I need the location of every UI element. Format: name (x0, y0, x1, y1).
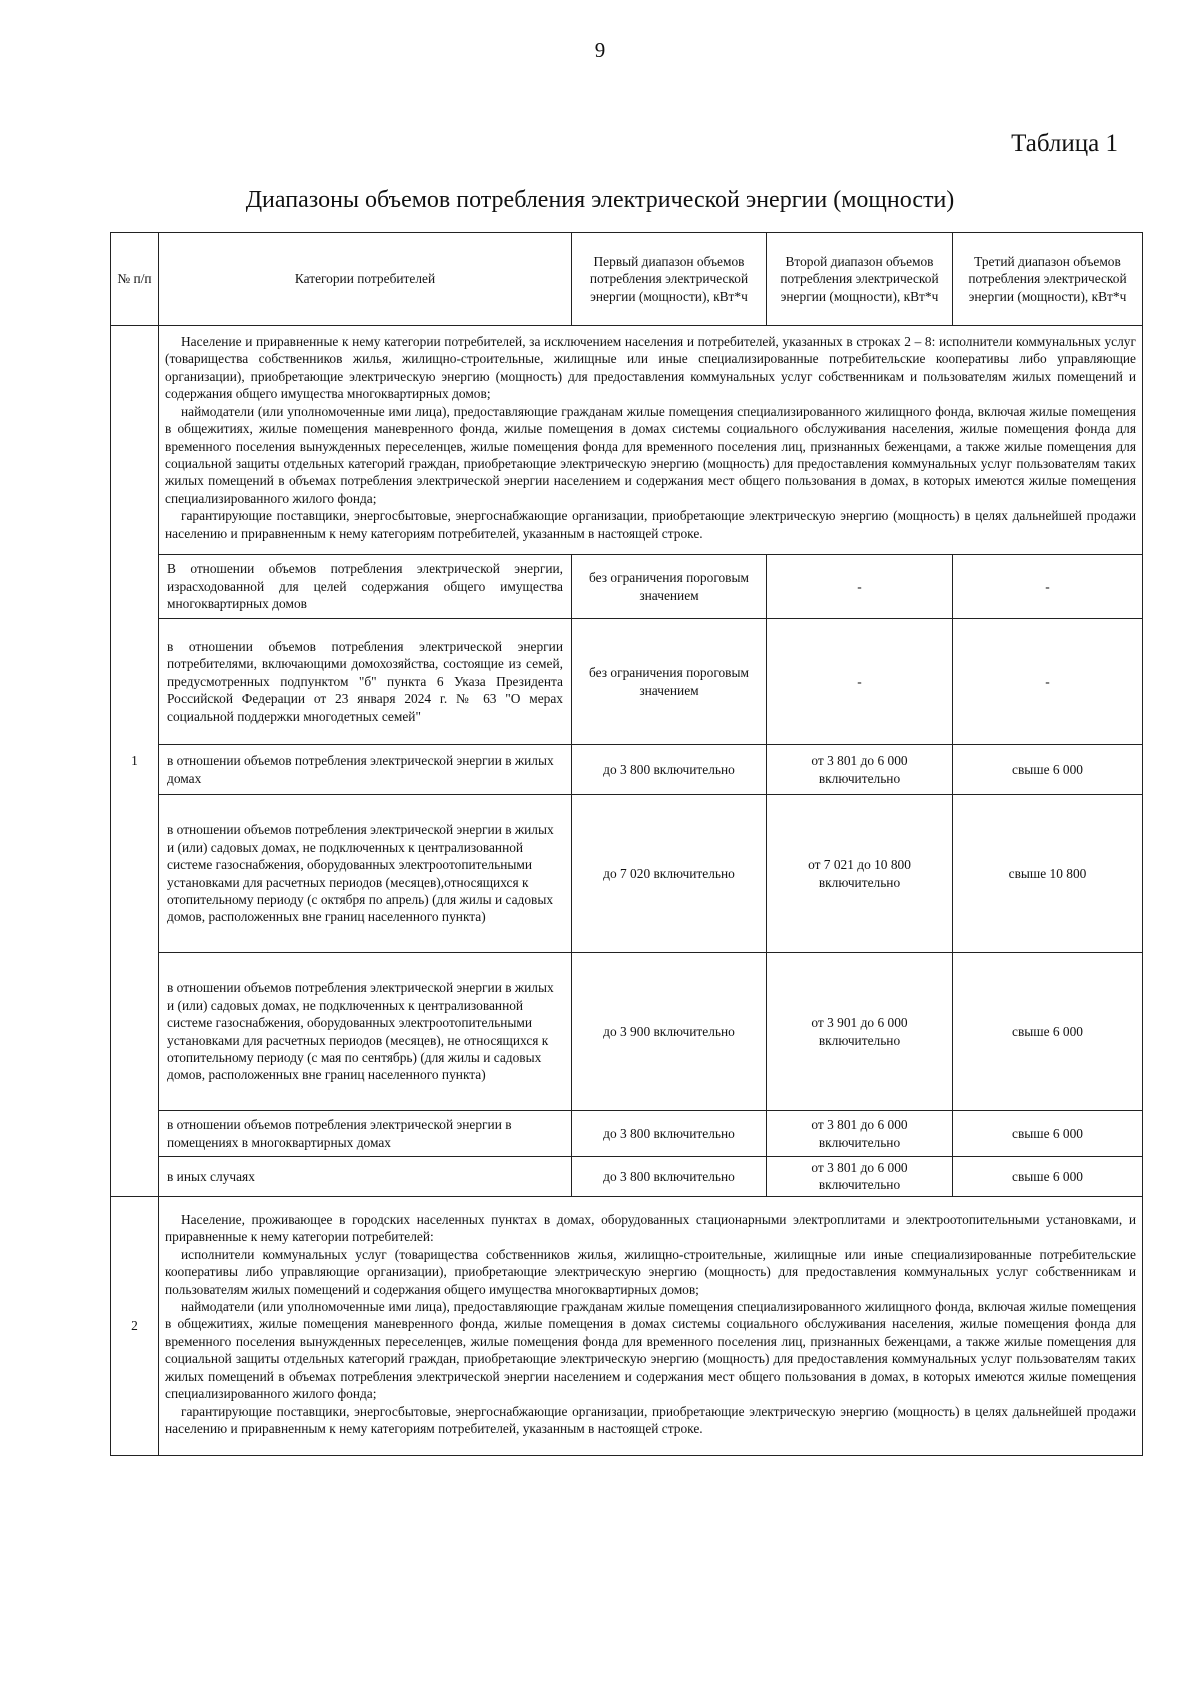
row-range-2: от 3 801 до 6 000 включительно (767, 745, 953, 795)
table-title: Диапазоны объемов потребления электрической энергии (мощности) (245, 187, 955, 213)
row-range-1: до 3 800 включительно (572, 1157, 767, 1197)
row-category: в отношении объемов потребления электрической энергии в жилых и (или) садовых домах, не подключенных к централизованной системе газоснабжения, оборудованных электроотопительными установками для расчетных периодов (месяцев),относящихся к отопительному периоду (с октября по апрель) (для жилы и садовых домов, расположенных вне границ населенного пункта) (159, 795, 572, 953)
group-1-paragraph: наймодатели (или уполномоченные ими лица), предоставляющие гражданам жилые помещения специализированного жилищного фонда, включая жилые помещения в общежитиях, жилые помещения маневренного фонда, жилые помещения в домах системы социального обслуживания населения, жилые помещения фонда для временного поселения вынужденных переселенцев, жилые помещения фонда для временного поселения лиц, признанных беженцами, а также жилые помещения для социальной защиты отдельных категорий граждан, приобретающие электрическую энергию (мощность) для предоставления коммунальных услуг пользователям таких жилых помещений в объемах потребления электрической энергии населением и содержания мест общего пользования в домах, в которых имеются жилые помещения специализированного жилого фонда; (165, 403, 1136, 506)
row-range-3: - (953, 555, 1143, 619)
group-1-description (159, 326, 1143, 555)
row-category: в отношении объемов потребления электрической энергии в жилых и (или) садовых домах, не подключенных к централизованной системе газоснабжения, оборудованных электроотопительными установками для расчетных периодов (месяцев), не относящихся к отопительному периоду (с мая по сентябрь) (для жилы и садовых домов, расположенных вне границ населенного пункта) (159, 953, 572, 1111)
row-range-1: до 3 800 включительно (572, 745, 767, 795)
header-range-2: Второй диапазон объемов потребления электрической энергии (мощности), кВт*ч (767, 233, 953, 326)
group-1-paragraph: гарантирующие поставщики, энергосбытовые, энергоснабжающие организации, приобретающие электрическую энергию (мощность) в целях дальнейшей продажи населению и приравненным к нему категориям потребителей, указанным в настоящей строке. (165, 508, 1136, 541)
group-2-description-row (111, 1196, 1143, 1455)
row-range-2: от 3 801 до 6 000 включительно (767, 1157, 953, 1197)
consumption-ranges-table (110, 232, 1143, 1456)
group-2-paragraph: Население, проживающее в городских населенных пунктах в домах, оборудованных стационарными электроплитами и электроотопительными установками, и приравненные к нему категории потребителей: (165, 1211, 1136, 1245)
table-row (111, 1157, 1143, 1197)
row-range-2: - (767, 619, 953, 745)
row-range-2: от 7 021 до 10 800 включительно (767, 795, 953, 953)
group-2-paragraph: гарантирующие поставщики, энергосбытовые, энергоснабжающие организации, приобретающие электрическую энергию (мощность) в целях дальнейшей продажи населению и приравненным к нему категориям потребителей, указанным в настоящей строке. (165, 1403, 1136, 1436)
header-range-3: Третий диапазон объемов потребления электрической энергии (мощности), кВт*ч (953, 233, 1143, 326)
table-row (111, 619, 1143, 745)
row-range-2: от 3 901 до 6 000 включительно (767, 953, 953, 1111)
header-category: Категории потребителей (159, 233, 572, 326)
table-row (111, 795, 1143, 953)
header-range-1: Первый диапазон объемов потребления электрической энергии (мощности), кВт*ч (572, 233, 767, 326)
table-header-row (111, 233, 1143, 326)
table-row (111, 1111, 1143, 1157)
row-range-1: до 3 900 включительно (572, 953, 767, 1111)
table-row (111, 953, 1143, 1111)
group-1-number: 1 (111, 326, 159, 1197)
page-number: 9 (594, 38, 606, 62)
row-range-3: свыше 6 000 (953, 1157, 1143, 1197)
row-category: в отношении объемов потребления электрической энергии в жилых домах (159, 745, 572, 795)
row-range-1: без ограничения пороговым значением (572, 555, 767, 619)
row-range-1: без ограничения пороговым значением (572, 619, 767, 745)
header-number: № п/п (111, 233, 159, 326)
group-1-paragraph: Население и приравненные к нему категории потребителей, за исключением населения и потребителей, указанных в строках 2 – 8: исполнители коммунальных услуг (товарищества собственников жилья, жилищно-строительные, жилищные или иные специализированные потребительские кооперативы либо управляющие организации), приобретающие электрическую энергию (мощность) для предоставления коммунальных услуг собственникам и пользователям жилых помещений и содержания общего имущества многоквартирных домов; (165, 334, 1136, 402)
table-row (111, 745, 1143, 795)
row-range-2: - (767, 555, 953, 619)
row-range-3: свыше 10 800 (953, 795, 1143, 953)
group-2-paragraph: исполнители коммунальных услуг (товарищества собственников жилья, жилищно-строительные, жилищные или иные специализированные потребительские кооперативы либо управляющие организации), приобретающие электрическую энергию (мощность) для предоставления коммунальных услуг собственникам и пользователям жилых помещений и содержания общего имущества многоквартирных домов; (165, 1246, 1136, 1297)
group-2-paragraph: наймодатели (или уполномоченные ими лица), предоставляющие гражданам жилые помещения специализированного жилищного фонда, включая жилые помещения в общежитиях, жилые помещения маневренного фонда, жилые помещения в домах системы социального обслуживания населения, жилые помещения фонда для временного поселения вынужденных переселенцев, жилые помещения фонда для временного поселения лиц, признанных беженцами, а также жилые помещения для социальной защиты отдельных категорий граждан, приобретающие электрическую энергию (мощность) для предоставления коммунальных услуг пользователям таких жилых помещений в объемах потребления электрической энергии населением и содержания мест общего пользования в домах, в которых имеются жилые помещения специализированного жилого фонда; (165, 1299, 1136, 1402)
row-range-1: до 3 800 включительно (572, 1111, 767, 1157)
table-label: Таблица 1 (1011, 130, 1118, 157)
group-2-number: 2 (111, 1196, 159, 1455)
group-2-description (159, 1196, 1143, 1455)
row-range-3: свыше 6 000 (953, 745, 1143, 795)
row-range-2: от 3 801 до 6 000 включительно (767, 1111, 953, 1157)
row-range-3: - (953, 619, 1143, 745)
row-range-1: до 7 020 включительно (572, 795, 767, 953)
row-range-3: свыше 6 000 (953, 953, 1143, 1111)
row-range-3: свыше 6 000 (953, 1111, 1143, 1157)
row-category: в отношении объемов потребления электрической энергии в помещениях в многоквартирных домах (159, 1111, 572, 1157)
group-1-description-row (111, 326, 1143, 555)
row-category: В отношении объемов потребления электрической энергии, израсходованной для целей содержания общего имущества многоквартирных домов (159, 555, 572, 619)
table-row (111, 555, 1143, 619)
row-category: в иных случаях (159, 1157, 572, 1197)
row-category: в отношении объемов потребления электрической энергии потребителями, включающими домохозяйства, состоящие из семей, предусмотренных подпунктом "б" пункта 6 Указа Президента Российской Федерации от 23 января 2024 г. № 63 "О мерах социальной поддержки многодетных семей" (159, 619, 572, 745)
